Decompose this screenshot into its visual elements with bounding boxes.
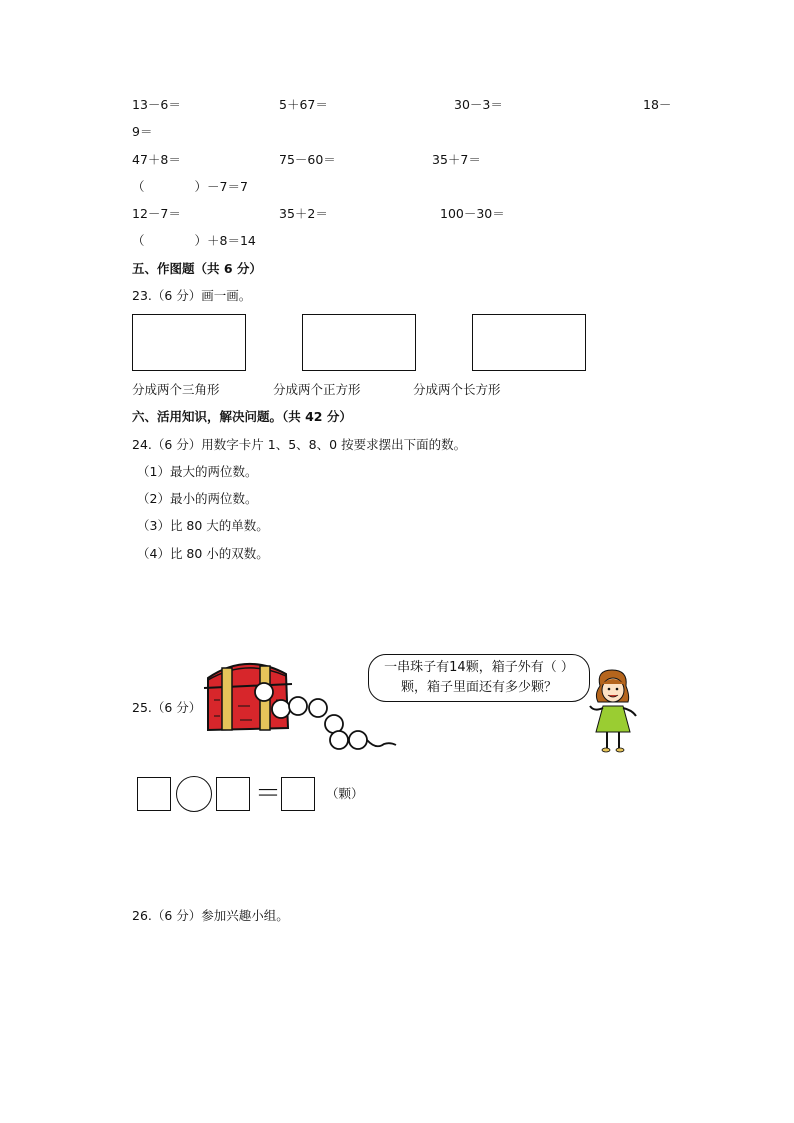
question-23: 23.（6 分）画一画。 [132,288,252,303]
answer-box [216,777,250,811]
equals-sign: ＝ [255,779,282,809]
speech-bubble [368,654,590,702]
sub-question: （3）比 80 大的单数。 [137,518,269,533]
caption: 分成两个长方形 [413,382,501,397]
arith-item: 5＋67＝ [279,97,328,112]
section-title: 六、活用知识，解决问题。（共 42 分） [132,409,352,424]
caption: 分成两个三角形 [132,382,220,397]
answer-box [137,777,171,811]
arith-item: 100－30＝ [440,206,505,221]
chest-icon [204,664,292,730]
question-25: 25.（6 分） [132,700,202,715]
draw-rectangle [302,314,416,371]
bubble-line: 一串珠子有14颗，箱子外有（ ） [384,660,574,675]
bubble-line: 颗，箱子里面还有多少颗？ [400,680,557,695]
arith-item: 18－ [643,97,672,112]
girl-icon [586,666,642,756]
arith-item: （ ）－7＝7 [132,179,248,194]
arith-item: 12－7＝ [132,206,181,221]
question-26: 26.（6 分）参加兴趣小组。 [132,908,289,923]
unit-label: （颗） [326,786,364,801]
draw-rectangle [472,314,586,371]
answer-box [281,777,315,811]
sub-question: （1）最大的两位数。 [137,464,258,479]
arith-item: （ ）＋8＝14 [132,233,256,248]
arith-item: 35＋7＝ [432,152,481,167]
draw-rectangle [132,314,246,371]
operator-circle [176,776,212,812]
section-title: 五、作图题（共 6 分） [132,261,262,276]
arith-item: 47＋8＝ [132,152,181,167]
arith-item: 35＋2＝ [279,206,328,221]
sub-question: （2）最小的两位数。 [137,491,258,506]
caption: 分成两个正方形 [273,382,361,397]
question-24: 24.（6 分）用数字卡片 1、5、8、0 按要求摆出下面的数。 [132,437,467,452]
arith-item: 30－3＝ [454,97,503,112]
arith-item: 9＝ [132,124,153,139]
arith-item: 13－6＝ [132,97,181,112]
sub-question: （4）比 80 小的双数。 [137,546,269,561]
arith-item: 75－60＝ [279,152,336,167]
